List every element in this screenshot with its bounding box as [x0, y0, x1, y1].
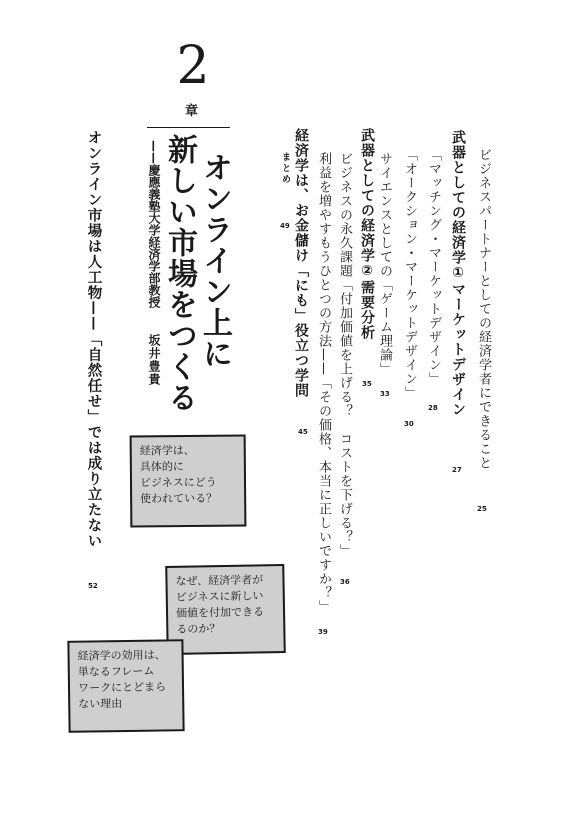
note-line: ビジネスに新しい — [175, 589, 264, 604]
toc-page: 39 — [318, 628, 328, 636]
toc-item: ビジネスパートナーとしての経済学者にできること — [476, 148, 491, 470]
note-line: 具体的に — [139, 459, 184, 474]
author-affiliation: ——慶應義塾大学経済学部教授 — [147, 140, 161, 308]
toc-page: 25 — [477, 505, 487, 513]
toc-page: 33 — [380, 390, 390, 398]
toc-item: 利益を増やすもうひとつの方法——「その価格、本当に正しいですか？」 — [316, 152, 331, 614]
note-line: るのか？ — [176, 621, 221, 636]
author-name: 坂井豊貴 — [147, 334, 161, 386]
note-line: ビジネスにどう — [139, 475, 217, 490]
note-line: 単なるフレーム — [77, 664, 155, 679]
note-line: なぜ、経済学者が — [175, 573, 264, 588]
chapter-title-line1: オンライン上に — [197, 152, 232, 369]
toc-item: ビジネスの永久課題「付加価値を上げる？ コストを下げる？」 — [337, 152, 352, 558]
chapter-number: 2 — [176, 36, 210, 96]
toc-item: オンライン市場は人工物——「自然任せ」では成り立たない — [85, 130, 102, 549]
chapter-label: 章 — [185, 104, 199, 119]
toc-item: 武器としての経済学②需要分析 — [359, 128, 375, 340]
note-line: 価値を付加できる — [175, 605, 265, 620]
toc-page: 49 — [280, 222, 290, 230]
toc-page: 27 — [452, 466, 462, 474]
chapter-title-line2: 新しい市場をつくる — [162, 134, 197, 413]
note-line: 経済学の効用は、 — [77, 648, 166, 663]
toc-item: 「マッチング・マーケットデザイン」 — [426, 148, 441, 386]
sticky-note — [67, 639, 184, 733]
sticky-note — [130, 434, 247, 527]
toc-page: 45 — [298, 428, 308, 436]
note-line: ワークにとどまら — [77, 680, 167, 695]
toc-item: 「オークション・マーケットデザイン」 — [402, 148, 417, 400]
toc-item: サイエンスとしての「ゲーム理論」 — [377, 152, 392, 376]
toc-page: 28 — [428, 404, 438, 412]
toc-item-summary: まとめ — [280, 152, 290, 185]
toc-item: 経済学は、お金儲け「にも」役立つ学問 — [293, 128, 309, 398]
toc-item: 武器としての経済学①マーケットデザイン — [450, 130, 466, 417]
note-line: 経済学は、 — [139, 443, 195, 458]
toc-page: 52 — [88, 582, 98, 590]
note-line: ない理由 — [78, 696, 123, 711]
chapter-rule — [147, 127, 230, 128]
note-line: 使われている？ — [140, 491, 218, 506]
toc-page: 30 — [404, 420, 414, 428]
toc-page: 35 — [362, 380, 372, 388]
toc-page: 36 — [340, 578, 350, 586]
